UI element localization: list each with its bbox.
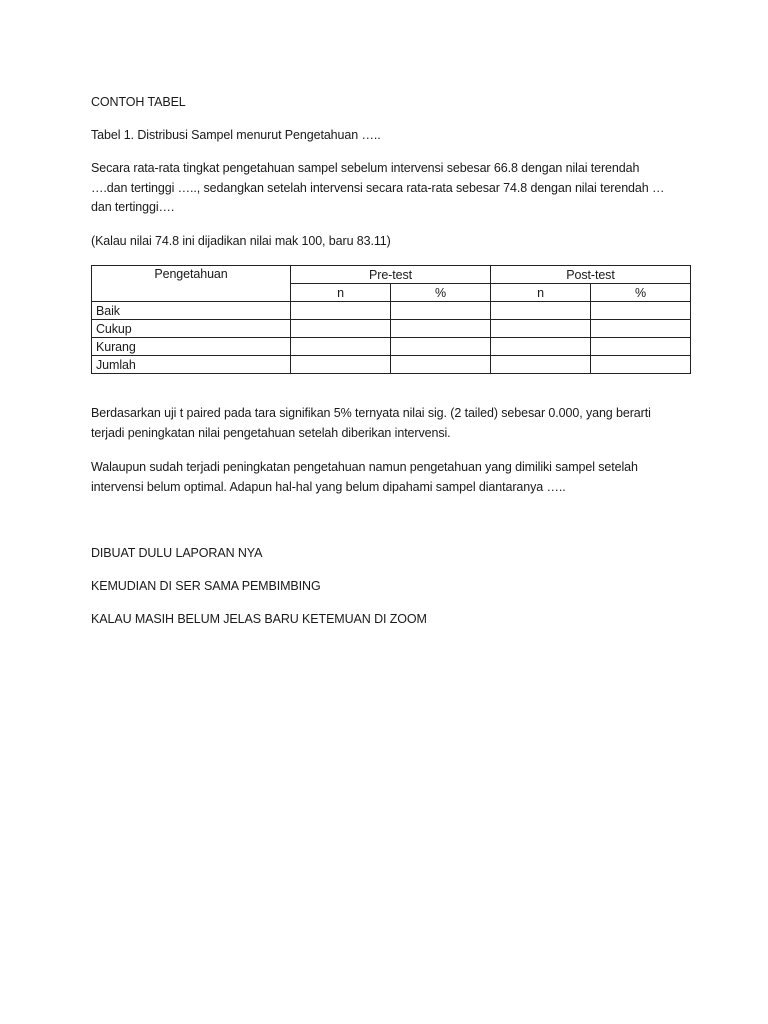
header-pengetahuan: Pengetahuan	[92, 266, 291, 302]
intro-line: Secara rata-rata tingkat pengetahuan sampel sebelum intervensi sebesar 66.8 dengan nilai terendah	[91, 161, 640, 175]
table-row	[92, 356, 691, 374]
cell-post-n	[491, 338, 591, 356]
cell-pre-n	[291, 320, 391, 338]
conclusion-paragraph	[91, 458, 681, 497]
cell-pre-n	[291, 356, 391, 374]
conclusion-line: Walaupun sudah terjadi peningkatan pengetahuan namun pengetahuan yang dimiliki sampel setelah	[91, 460, 638, 474]
cell-pre-pct	[391, 356, 491, 374]
table-caption: Tabel 1. Distribusi Sampel menurut Pengetahuan …..	[91, 128, 381, 142]
header-pre-test: Pre-test	[291, 266, 491, 284]
instruction-line: KALAU MASIH BELUM JELAS BARU KETEMUAN DI ZOOM	[91, 612, 427, 626]
row-label: Jumlah	[92, 356, 291, 374]
cell-pre-n	[291, 302, 391, 320]
intro-line: dan tertinggi….	[91, 200, 175, 214]
intro-paragraph	[91, 159, 681, 218]
cell-post-pct	[591, 356, 691, 374]
cell-post-n	[491, 356, 591, 374]
note: (Kalau nilai 74.8 ini dijadikan nilai mak 100, baru 83.11)	[91, 234, 391, 248]
cell-post-pct	[591, 338, 691, 356]
cell-post-pct	[591, 302, 691, 320]
table-row	[92, 302, 691, 320]
header-post-test: Post-test	[491, 266, 691, 284]
knowledge-distribution-table	[91, 265, 691, 374]
cell-pre-pct	[391, 338, 491, 356]
instruction-line: DIBUAT DULU LAPORAN NYA	[91, 546, 263, 560]
subheader-post-n: n	[491, 284, 591, 302]
subheader-post-pct: %	[591, 284, 691, 302]
cell-pre-pct	[391, 302, 491, 320]
table-row	[92, 338, 691, 356]
cell-post-n	[491, 320, 591, 338]
subheader-pre-pct: %	[391, 284, 491, 302]
row-label: Baik	[92, 302, 291, 320]
row-label: Kurang	[92, 338, 291, 356]
result-line: Berdasarkan uji t paired pada tara signifikan 5% ternyata nilai sig. (2 tailed) sebesar 0.000, yang berarti	[91, 406, 651, 420]
result-paragraph	[91, 404, 681, 443]
cell-pre-n	[291, 338, 391, 356]
result-line: terjadi peningkatan nilai pengetahuan setelah diberikan intervensi.	[91, 425, 451, 440]
table-header-row	[92, 266, 691, 284]
heading: CONTOH TABEL	[91, 95, 186, 109]
conclusion-line: intervensi belum optimal. Adapun hal-hal yang belum dipahami sampel diantaranya …..	[91, 479, 566, 494]
cell-post-pct	[591, 320, 691, 338]
table-row	[92, 320, 691, 338]
subheader-pre-n: n	[291, 284, 391, 302]
cell-pre-pct	[391, 320, 491, 338]
instruction-line: KEMUDIAN DI SER SAMA PEMBIMBING	[91, 579, 321, 593]
row-label: Cukup	[92, 320, 291, 338]
intro-line: ….dan tertinggi ….., sedangkan setelah intervensi secara rata-rata sebesar 74.8 dengan nilai terendah …	[91, 180, 665, 195]
cell-post-n	[491, 302, 591, 320]
